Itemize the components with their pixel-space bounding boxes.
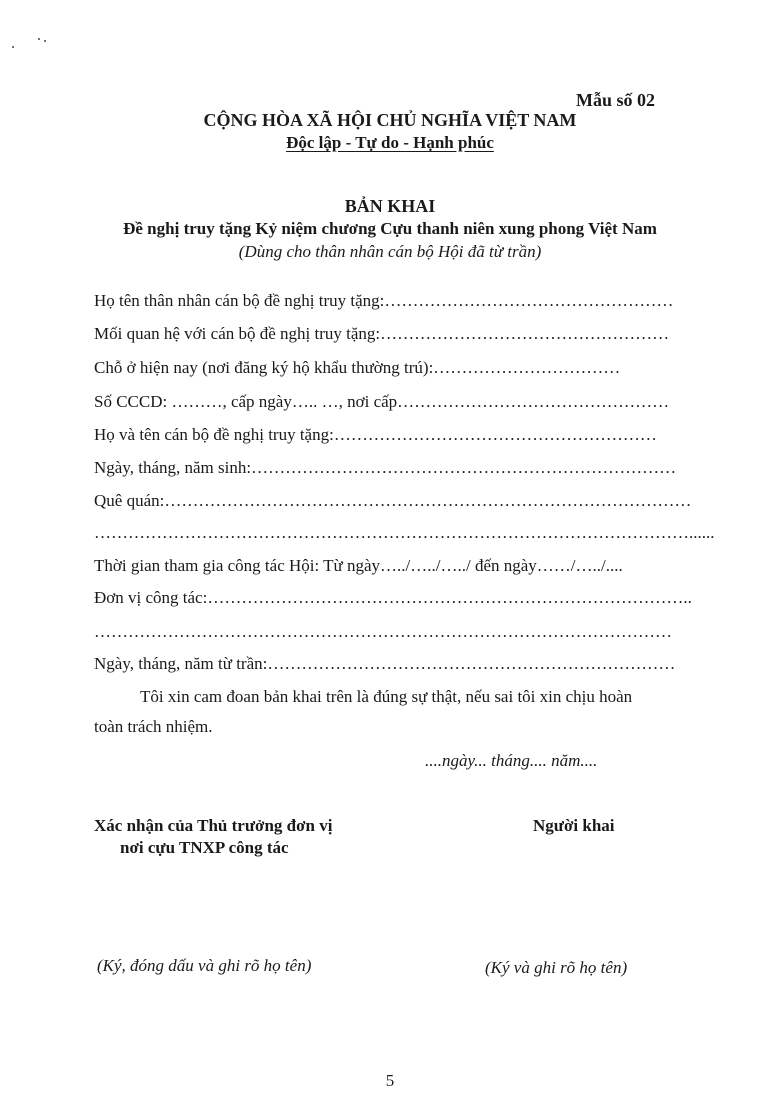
unit-head-signature-note: (Ký, đóng dấu và ghi rõ họ tên) bbox=[97, 956, 312, 975]
field-death-date: Ngày, tháng, năm từ trần:……………………………………………………………… bbox=[94, 654, 676, 673]
field-officer-name: Họ và tên cán bộ đề nghị truy tặng:………………………………………………… bbox=[94, 425, 657, 444]
form-code: Mẫu số 02 bbox=[576, 90, 656, 110]
page-number: 5 bbox=[385, 1071, 395, 1090]
field-hometown: Quê quán:………………………………………………………………………………… bbox=[94, 491, 692, 510]
motto-text: Độc lập - Tự do - Hạnh phúc bbox=[286, 133, 494, 152]
date-line: ....ngày... tháng.... năm.... bbox=[425, 751, 598, 770]
field-work-unit-continued: ………………………………………………………………………………………… bbox=[94, 622, 672, 641]
field-id-card: Số CCCD: ………, cấp ngày….. …, nơi cấp………………………………………… bbox=[94, 392, 670, 411]
field-work-unit: Đơn vị công tác:………………………………………………………………………….. bbox=[94, 588, 692, 607]
document-note: (Dùng cho thân nhân cán bộ Hội đã từ trần) bbox=[238, 242, 542, 261]
declarant-title: Người khai bbox=[533, 816, 615, 835]
field-current-address: Chỗ ở hiện nay (nơi đăng ký hộ khẩu thường trú):…………………………… bbox=[94, 358, 621, 377]
document-subtitle: Đề nghị truy tặng Kỷ niệm chương Cựu thanh niên xung phong Việt Nam bbox=[123, 219, 657, 238]
field-relationship: Mối quan hệ với cán bộ đề nghị truy tặng:…………………………………………… bbox=[94, 324, 670, 343]
field-service-period: Thời gian tham gia công tác Hội: Từ ngày…../…../…../ đến ngày……/…../.... bbox=[94, 556, 623, 575]
declaration-line-1: Tôi xin cam đoan bản khai trên là đúng sự thật, nếu sai tôi xin chịu hoàn bbox=[140, 687, 633, 706]
field-birth-date: Ngày, tháng, năm sinh:………………………………………………………………… bbox=[94, 458, 677, 477]
scan-speck bbox=[38, 38, 40, 40]
country-header: CỘNG HÒA XÃ HỘI CHỦ NGHĨA VIỆT NAM bbox=[203, 110, 577, 130]
field-hometown-continued: ……………………………………………………………………………………………...... bbox=[94, 523, 715, 542]
document-title: BẢN KHAI bbox=[344, 196, 436, 216]
scan-speck bbox=[12, 46, 14, 48]
declarant-signature-note: (Ký và ghi rõ họ tên) bbox=[485, 958, 628, 977]
motto bbox=[0, 133, 780, 153]
scan-speck bbox=[44, 40, 46, 42]
unit-head-confirmation-title: Xác nhận của Thủ trưởng đơn vị bbox=[94, 816, 333, 835]
unit-head-confirmation-subtitle: nơi cựu TNXP công tác bbox=[120, 838, 289, 857]
declaration-line-2: toàn trách nhiệm. bbox=[94, 717, 213, 736]
field-relative-name: Họ tên thân nhân cán bộ đề nghị truy tặng:…………………………………………… bbox=[94, 291, 674, 310]
